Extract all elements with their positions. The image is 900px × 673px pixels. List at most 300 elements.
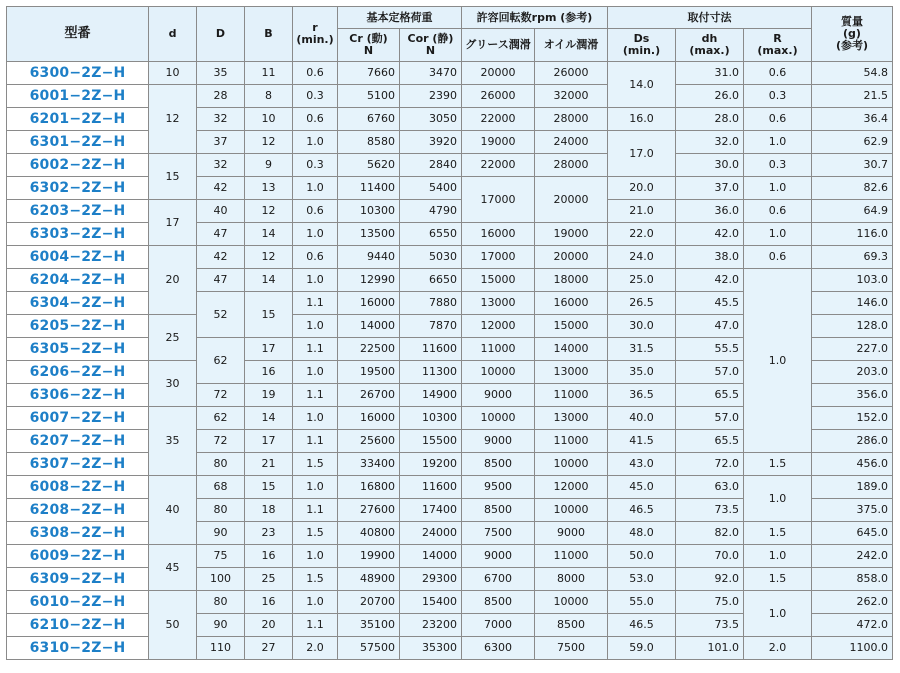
mass-cell: 116.0 xyxy=(812,223,893,246)
r-cell: 1.1 xyxy=(293,338,338,361)
oil-cell: 8500 xyxy=(535,614,608,637)
cr-cell: 11400 xyxy=(338,177,400,200)
oil-cell: 11000 xyxy=(535,430,608,453)
cr-cell: 14000 xyxy=(338,315,400,338)
header-ds-label: Ds xyxy=(633,32,650,45)
model-cell: 6308−2Z−H xyxy=(7,522,149,545)
dh-cell: 101.0 xyxy=(676,637,744,660)
dh-cell: 73.5 xyxy=(676,614,744,637)
cr-cell: 35100 xyxy=(338,614,400,637)
D-cell: 40 xyxy=(197,200,245,223)
r-cell: 1.5 xyxy=(293,568,338,591)
cor-cell: 3920 xyxy=(400,131,462,154)
dh-cell: 70.0 xyxy=(676,545,744,568)
oil-cell: 24000 xyxy=(535,131,608,154)
oil-cell: 28000 xyxy=(535,154,608,177)
dh-cell: 42.0 xyxy=(676,223,744,246)
header-grease: グリース潤滑 xyxy=(462,29,535,62)
d-cell: 10 xyxy=(149,62,197,85)
cor-cell: 17400 xyxy=(400,499,462,522)
cr-cell: 20700 xyxy=(338,591,400,614)
dh-cell: 73.5 xyxy=(676,499,744,522)
rr-cell: 1.0 xyxy=(744,223,812,246)
B-cell: 11 xyxy=(245,62,293,85)
cr-cell: 10300 xyxy=(338,200,400,223)
mass-cell: 472.0 xyxy=(812,614,893,637)
header-rr xyxy=(744,29,812,62)
header-cr xyxy=(338,29,400,62)
mass-cell: 69.3 xyxy=(812,246,893,269)
d-cell: 30 xyxy=(149,361,197,407)
rr-cell: 1.5 xyxy=(744,522,812,545)
header-r-label: r xyxy=(312,21,318,34)
grease-cell: 9000 xyxy=(462,384,535,407)
oil-cell: 15000 xyxy=(535,315,608,338)
B-cell: 12 xyxy=(245,131,293,154)
rr-cell: 1.0 xyxy=(744,269,812,453)
cor-cell: 11300 xyxy=(400,361,462,384)
dh-cell: 72.0 xyxy=(676,453,744,476)
cr-cell: 19500 xyxy=(338,361,400,384)
B-cell: 15 xyxy=(245,292,293,338)
mass-cell: 30.7 xyxy=(812,154,893,177)
cor-cell: 11600 xyxy=(400,476,462,499)
r-cell: 1.0 xyxy=(293,177,338,200)
model-cell: 6301−2Z−H xyxy=(7,131,149,154)
cor-cell: 5400 xyxy=(400,177,462,200)
cr-cell: 16800 xyxy=(338,476,400,499)
r-cell: 1.1 xyxy=(293,292,338,315)
grease-cell: 16000 xyxy=(462,223,535,246)
cor-cell: 7870 xyxy=(400,315,462,338)
rr-cell: 1.0 xyxy=(744,131,812,154)
header-r xyxy=(293,7,338,62)
cr-cell: 5100 xyxy=(338,85,400,108)
dh-cell: 55.5 xyxy=(676,338,744,361)
dh-cell: 28.0 xyxy=(676,108,744,131)
grease-cell: 9000 xyxy=(462,545,535,568)
model-cell: 6203−2Z−H xyxy=(7,200,149,223)
table-row xyxy=(7,637,893,660)
ds-cell: 17.0 xyxy=(608,131,676,177)
D-cell: 80 xyxy=(197,453,245,476)
dh-cell: 57.0 xyxy=(676,407,744,430)
d-cell: 12 xyxy=(149,85,197,154)
r-cell: 1.0 xyxy=(293,476,338,499)
header-cr-label: Cr (動) xyxy=(349,32,388,45)
oil-cell: 10000 xyxy=(535,591,608,614)
dh-cell: 65.5 xyxy=(676,384,744,407)
cr-cell: 40800 xyxy=(338,522,400,545)
dh-cell: 30.0 xyxy=(676,154,744,177)
oil-cell: 16000 xyxy=(535,292,608,315)
r-cell: 1.5 xyxy=(293,522,338,545)
header-dh-label: dh xyxy=(701,32,718,45)
mass-cell: 645.0 xyxy=(812,522,893,545)
B-cell: 16 xyxy=(245,591,293,614)
table-row xyxy=(7,108,893,131)
mass-cell: 152.0 xyxy=(812,407,893,430)
cr-cell: 57500 xyxy=(338,637,400,660)
cor-cell: 10300 xyxy=(400,407,462,430)
table-row xyxy=(7,476,893,499)
grease-cell: 22000 xyxy=(462,154,535,177)
B-cell: 17 xyxy=(245,430,293,453)
cor-cell: 24000 xyxy=(400,522,462,545)
ds-cell: 25.0 xyxy=(608,269,676,292)
ds-cell: 31.5 xyxy=(608,338,676,361)
cor-cell: 15400 xyxy=(400,591,462,614)
D-cell: 47 xyxy=(197,269,245,292)
dh-cell: 57.0 xyxy=(676,361,744,384)
ds-cell: 14.0 xyxy=(608,62,676,108)
B-cell: 9 xyxy=(245,154,293,177)
rr-cell: 1.5 xyxy=(744,453,812,476)
oil-cell: 14000 xyxy=(535,338,608,361)
dh-cell: 31.0 xyxy=(676,62,744,85)
grease-cell: 19000 xyxy=(462,131,535,154)
grease-cell: 7500 xyxy=(462,522,535,545)
rr-cell: 0.6 xyxy=(744,62,812,85)
model-cell: 6305−2Z−H xyxy=(7,338,149,361)
dh-cell: 63.0 xyxy=(676,476,744,499)
D-cell: 62 xyxy=(197,338,245,384)
model-cell: 6009−2Z−H xyxy=(7,545,149,568)
dh-cell: 92.0 xyxy=(676,568,744,591)
dh-cell: 75.0 xyxy=(676,591,744,614)
r-cell: 1.5 xyxy=(293,453,338,476)
table-row xyxy=(7,453,893,476)
grease-cell: 26000 xyxy=(462,85,535,108)
D-cell: 42 xyxy=(197,246,245,269)
header-cor xyxy=(400,29,462,62)
rr-cell: 1.0 xyxy=(744,177,812,200)
ds-cell: 20.0 xyxy=(608,177,676,200)
r-cell: 0.6 xyxy=(293,200,338,223)
dh-cell: 65.5 xyxy=(676,430,744,453)
cr-cell: 12990 xyxy=(338,269,400,292)
cor-cell: 35300 xyxy=(400,637,462,660)
header-mass-unit: (g) xyxy=(843,27,861,40)
header-d: d xyxy=(149,7,197,62)
D-cell: 28 xyxy=(197,85,245,108)
grease-cell: 12000 xyxy=(462,315,535,338)
grease-cell: 6300 xyxy=(462,637,535,660)
dh-cell: 47.0 xyxy=(676,315,744,338)
r-cell: 0.3 xyxy=(293,154,338,177)
ds-cell: 55.0 xyxy=(608,591,676,614)
table-row xyxy=(7,131,893,154)
ds-cell: 50.0 xyxy=(608,545,676,568)
model-cell: 6001−2Z−H xyxy=(7,85,149,108)
mass-cell: 189.0 xyxy=(812,476,893,499)
ds-cell: 46.5 xyxy=(608,614,676,637)
r-cell: 1.1 xyxy=(293,499,338,522)
model-cell: 6210−2Z−H xyxy=(7,614,149,637)
mass-cell: 146.0 xyxy=(812,292,893,315)
model-cell: 6201−2Z−H xyxy=(7,108,149,131)
model-cell: 6303−2Z−H xyxy=(7,223,149,246)
table-row xyxy=(7,522,893,545)
rr-cell: 1.5 xyxy=(744,568,812,591)
B-cell: 27 xyxy=(245,637,293,660)
header-mass xyxy=(812,7,893,62)
grease-cell: 20000 xyxy=(462,62,535,85)
r-cell: 0.6 xyxy=(293,108,338,131)
mass-cell: 356.0 xyxy=(812,384,893,407)
cr-cell: 5620 xyxy=(338,154,400,177)
header-rr-label: R xyxy=(773,32,782,45)
oil-cell: 28000 xyxy=(535,108,608,131)
B-cell: 14 xyxy=(245,223,293,246)
r-cell: 1.0 xyxy=(293,545,338,568)
cr-cell: 8580 xyxy=(338,131,400,154)
mass-cell: 286.0 xyxy=(812,430,893,453)
mass-cell: 456.0 xyxy=(812,453,893,476)
B-cell: 21 xyxy=(245,453,293,476)
ds-cell: 22.0 xyxy=(608,223,676,246)
cr-cell: 48900 xyxy=(338,568,400,591)
D-cell: 42 xyxy=(197,177,245,200)
ds-cell: 59.0 xyxy=(608,637,676,660)
ds-cell: 16.0 xyxy=(608,108,676,131)
header-load-group: 基本定格荷重 xyxy=(338,7,462,29)
grease-cell: 11000 xyxy=(462,338,535,361)
oil-cell: 20000 xyxy=(535,177,608,223)
d-cell: 50 xyxy=(149,591,197,660)
cr-cell: 9440 xyxy=(338,246,400,269)
header-dh xyxy=(676,29,744,62)
model-cell: 6205−2Z−H xyxy=(7,315,149,338)
mass-cell: 203.0 xyxy=(812,361,893,384)
model-cell: 6208−2Z−H xyxy=(7,499,149,522)
header-cr-unit: N xyxy=(363,44,374,57)
grease-cell: 8500 xyxy=(462,499,535,522)
cr-cell: 22500 xyxy=(338,338,400,361)
grease-cell: 17000 xyxy=(462,246,535,269)
B-cell: 10 xyxy=(245,108,293,131)
dh-cell: 38.0 xyxy=(676,246,744,269)
B-cell: 14 xyxy=(245,269,293,292)
header-mass-label: 質量 xyxy=(841,15,863,28)
oil-cell: 18000 xyxy=(535,269,608,292)
oil-cell: 8000 xyxy=(535,568,608,591)
header-D: D xyxy=(197,7,245,62)
dh-cell: 45.5 xyxy=(676,292,744,315)
cor-cell: 7880 xyxy=(400,292,462,315)
grease-cell: 10000 xyxy=(462,361,535,384)
cr-cell: 26700 xyxy=(338,384,400,407)
r-cell: 2.0 xyxy=(293,637,338,660)
ds-cell: 24.0 xyxy=(608,246,676,269)
r-cell: 0.3 xyxy=(293,85,338,108)
B-cell: 25 xyxy=(245,568,293,591)
B-cell: 12 xyxy=(245,200,293,223)
header-mass-ref: (参考) xyxy=(835,39,869,52)
rr-cell: 1.0 xyxy=(744,545,812,568)
D-cell: 90 xyxy=(197,522,245,545)
grease-cell: 6700 xyxy=(462,568,535,591)
cor-cell: 2840 xyxy=(400,154,462,177)
D-cell: 80 xyxy=(197,499,245,522)
model-cell: 6304−2Z−H xyxy=(7,292,149,315)
D-cell: 72 xyxy=(197,430,245,453)
D-cell: 72 xyxy=(197,384,245,407)
oil-cell: 7500 xyxy=(535,637,608,660)
table-row xyxy=(7,154,893,177)
D-cell: 52 xyxy=(197,292,245,338)
bearing-spec-table xyxy=(6,6,893,660)
d-cell: 45 xyxy=(149,545,197,591)
d-cell: 40 xyxy=(149,476,197,545)
B-cell: 16 xyxy=(245,361,293,384)
cor-cell: 14000 xyxy=(400,545,462,568)
model-cell: 6204−2Z−H xyxy=(7,269,149,292)
cr-cell: 19900 xyxy=(338,545,400,568)
table-row xyxy=(7,85,893,108)
model-cell: 6207−2Z−H xyxy=(7,430,149,453)
r-cell: 1.1 xyxy=(293,384,338,407)
cor-cell: 3050 xyxy=(400,108,462,131)
D-cell: 35 xyxy=(197,62,245,85)
model-cell: 6302−2Z−H xyxy=(7,177,149,200)
oil-cell: 32000 xyxy=(535,85,608,108)
oil-cell: 13000 xyxy=(535,361,608,384)
cr-cell: 13500 xyxy=(338,223,400,246)
mass-cell: 36.4 xyxy=(812,108,893,131)
B-cell: 14 xyxy=(245,407,293,430)
cr-cell: 6760 xyxy=(338,108,400,131)
grease-cell: 9500 xyxy=(462,476,535,499)
B-cell: 20 xyxy=(245,614,293,637)
B-cell: 12 xyxy=(245,246,293,269)
cor-cell: 5030 xyxy=(400,246,462,269)
ds-cell: 41.5 xyxy=(608,430,676,453)
cor-cell: 4790 xyxy=(400,200,462,223)
r-cell: 1.0 xyxy=(293,361,338,384)
table-row xyxy=(7,591,893,614)
r-cell: 1.0 xyxy=(293,407,338,430)
ds-cell: 36.5 xyxy=(608,384,676,407)
B-cell: 16 xyxy=(245,545,293,568)
model-cell: 6206−2Z−H xyxy=(7,361,149,384)
header-model: 型番 xyxy=(7,7,149,62)
header-speed-group: 許容回転数rpm (参考) xyxy=(462,7,608,29)
r-cell: 1.0 xyxy=(293,315,338,338)
oil-cell: 11000 xyxy=(535,384,608,407)
table-row xyxy=(7,568,893,591)
D-cell: 80 xyxy=(197,591,245,614)
grease-cell: 7000 xyxy=(462,614,535,637)
model-cell: 6310−2Z−H xyxy=(7,637,149,660)
oil-cell: 12000 xyxy=(535,476,608,499)
cr-cell: 16000 xyxy=(338,407,400,430)
model-cell: 6007−2Z−H xyxy=(7,407,149,430)
mass-cell: 262.0 xyxy=(812,591,893,614)
cr-cell: 33400 xyxy=(338,453,400,476)
table-row xyxy=(7,200,893,223)
r-cell: 0.6 xyxy=(293,62,338,85)
table-row xyxy=(7,62,893,85)
model-cell: 6004−2Z−H xyxy=(7,246,149,269)
header-oil: オイル潤滑 xyxy=(535,29,608,62)
rr-cell: 1.0 xyxy=(744,476,812,522)
model-cell: 6300−2Z−H xyxy=(7,62,149,85)
D-cell: 75 xyxy=(197,545,245,568)
header-cor-label: Cor (静) xyxy=(407,32,454,45)
cor-cell: 19200 xyxy=(400,453,462,476)
cor-cell: 11600 xyxy=(400,338,462,361)
D-cell: 62 xyxy=(197,407,245,430)
dh-cell: 37.0 xyxy=(676,177,744,200)
ds-cell: 45.0 xyxy=(608,476,676,499)
oil-cell: 11000 xyxy=(535,545,608,568)
d-cell: 15 xyxy=(149,154,197,200)
grease-cell: 15000 xyxy=(462,269,535,292)
oil-cell: 20000 xyxy=(535,246,608,269)
D-cell: 90 xyxy=(197,614,245,637)
D-cell: 110 xyxy=(197,637,245,660)
grease-cell: 13000 xyxy=(462,292,535,315)
model-cell: 6306−2Z−H xyxy=(7,384,149,407)
cor-cell: 15500 xyxy=(400,430,462,453)
table-body xyxy=(7,62,893,660)
table-row xyxy=(7,223,893,246)
ds-cell: 40.0 xyxy=(608,407,676,430)
table-row xyxy=(7,269,893,292)
header-mount-group: 取付寸法 xyxy=(608,7,812,29)
r-cell: 1.0 xyxy=(293,131,338,154)
mass-cell: 227.0 xyxy=(812,338,893,361)
cr-cell: 25600 xyxy=(338,430,400,453)
D-cell: 100 xyxy=(197,568,245,591)
rr-cell: 1.0 xyxy=(744,591,812,637)
mass-cell: 103.0 xyxy=(812,269,893,292)
B-cell: 23 xyxy=(245,522,293,545)
oil-cell: 19000 xyxy=(535,223,608,246)
dh-cell: 42.0 xyxy=(676,269,744,292)
ds-cell: 53.0 xyxy=(608,568,676,591)
header-ds xyxy=(608,29,676,62)
header-B: B xyxy=(245,7,293,62)
r-cell: 1.1 xyxy=(293,614,338,637)
dh-cell: 26.0 xyxy=(676,85,744,108)
ds-cell: 48.0 xyxy=(608,522,676,545)
mass-cell: 21.5 xyxy=(812,85,893,108)
D-cell: 37 xyxy=(197,131,245,154)
D-cell: 32 xyxy=(197,154,245,177)
grease-cell: 8500 xyxy=(462,453,535,476)
table-row xyxy=(7,246,893,269)
oil-cell: 13000 xyxy=(535,407,608,430)
ds-cell: 35.0 xyxy=(608,361,676,384)
model-cell: 6307−2Z−H xyxy=(7,453,149,476)
header-dh-unit: (max.) xyxy=(689,44,730,57)
header-r-unit: (min.) xyxy=(296,33,334,46)
model-cell: 6002−2Z−H xyxy=(7,154,149,177)
dh-cell: 82.0 xyxy=(676,522,744,545)
ds-cell: 26.5 xyxy=(608,292,676,315)
d-cell: 25 xyxy=(149,315,197,361)
cr-cell: 16000 xyxy=(338,292,400,315)
cor-cell: 3470 xyxy=(400,62,462,85)
ds-cell: 30.0 xyxy=(608,315,676,338)
rr-cell: 0.6 xyxy=(744,108,812,131)
model-cell: 6008−2Z−H xyxy=(7,476,149,499)
mass-cell: 858.0 xyxy=(812,568,893,591)
model-cell: 6010−2Z−H xyxy=(7,591,149,614)
oil-cell: 26000 xyxy=(535,62,608,85)
